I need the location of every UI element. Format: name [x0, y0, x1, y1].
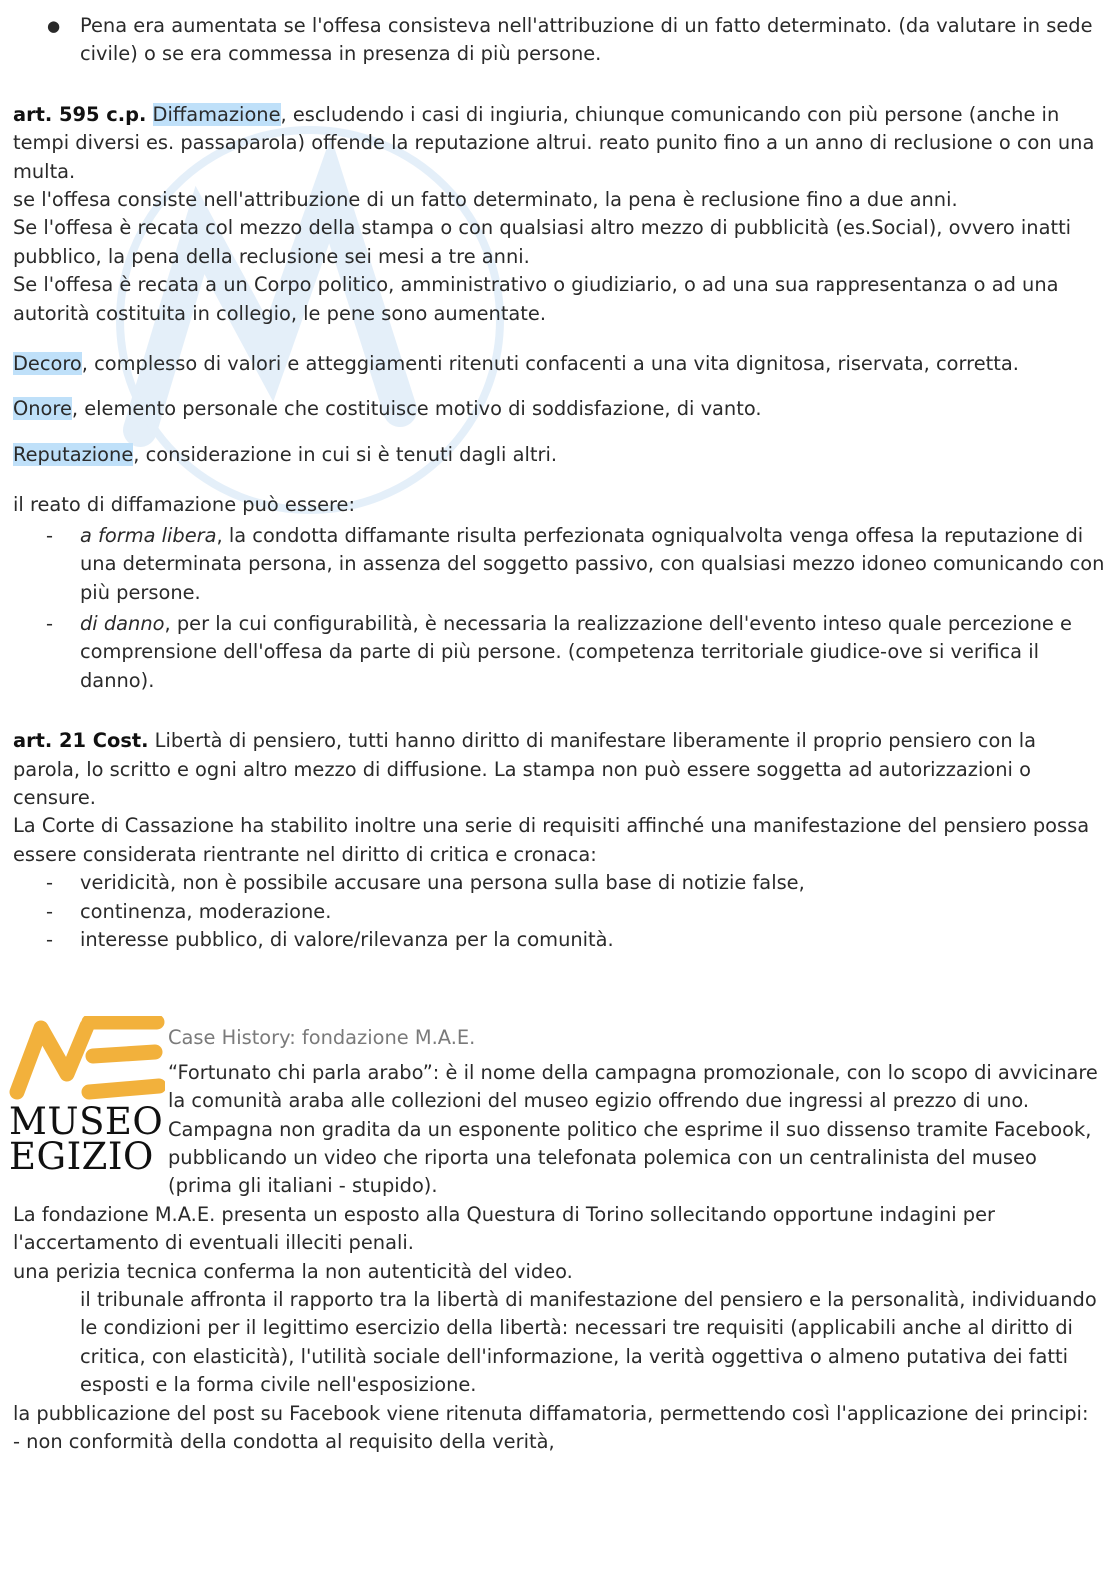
museo-egizio-wordmark — [9, 1100, 164, 1179]
list-item: - interesse pubblico, di valore/rilevanza per la comunità. — [46, 927, 614, 951]
highlighted-term: Diffamazione — [152, 102, 281, 126]
list-item-text: veridicità, non è possibile accusare una persona sulla base di notizie false, — [80, 871, 805, 895]
definition-text: , complesso di valori e atteggiamenti ritenuti confacenti a una vita dignitosa, riservata, corretta. — [81, 352, 1019, 376]
highlighted-term: Decoro — [13, 352, 82, 376]
definition-text: , elemento personale che costituisce motivo di soddisfazione, di vanto. — [71, 397, 762, 421]
paragraph-text: - non conformità della condotta al requisito della verità, — [13, 1430, 555, 1454]
requisiti-list — [13, 869, 1105, 954]
list-item-text: , la condotta diffamante risulta perfezionata ogniqualvolta venga offesa la reputazione di una determinata persona, in assenza del soggetto passivo, con qualsiasi mezzo idoneo comunicando con più persone. — [80, 523, 1105, 604]
art21-paragraph — [13, 727, 1105, 812]
list-item: - veridicità, non è possibile accusare una persona sulla base di notizie false, — [46, 871, 805, 895]
paragraph-text: Se l'offesa è recata a un Corpo politico, amministrativo o giudiziario, o ad una sua rappresentanza o ad una autorità costituita in collegio, le pene sono aumentate. — [13, 273, 1059, 325]
list-item: - continenza, moderazione. — [46, 899, 332, 923]
italic-term: a forma libera — [80, 523, 217, 547]
list-item: ● Pena era aumentata se l'offesa consisteva nell'attribuzione di un fatto determinato. (da valutare in sede civile) o se era commessa in presenza di più persone. — [13, 12, 1105, 69]
art595-paragraph — [13, 101, 1105, 186]
paragraph-text: La Corte di Cassazione ha stabilito inoltre una serie di requisiti affinché una manifestazione del pensiero possa essere considerata rientrante nel diritto di critica e cronaca: — [13, 814, 1090, 866]
me-logo-icon — [9, 1016, 165, 1100]
definition-text: , considerazione in cui si è tenuti dagli altri. — [133, 442, 557, 466]
logo-line: EGIZIO — [9, 1135, 154, 1179]
indented-paragraph: il tribunale affronta il rapporto tra la libertà di manifestazione del pensiero e la personalità, individuando le condizioni per il legittimo esercizio della libertà: necessari tre requisiti (applicabili anche al diritto di critica, con elasticità), l'utilità sociale dell'informazione, la verità oggettiva o almeno putativa dei fatti esposti e la forma civile nell'esposizione. — [80, 1288, 1097, 1397]
paragraph-text: Libertà di pensiero, tutti hanno diritto di manifestare liberamente il proprio pensiero con la parola, lo scritto e ogni altro mezzo di diffusione. La stampa non può essere soggetta ad autorizzazioni o censure. — [13, 729, 1037, 809]
article-ref: art. 21 Cost. — [13, 729, 149, 753]
top-bullet-list — [13, 12, 1105, 69]
paragraph-text: “Fortunato chi parla arabo”: è il nome della campagna promozionale, con lo scopo di avvicinare la comunità araba alle collezioni del museo egizio offrendo due ingressi al prezzo di uno. Campagna non gradita da un esponente politico che esprime il suo dissenso tramite Facebook, pubblicando un video che riporta una telefonata polemica con un centralinista del museo (prima gli italiani - stupido). — [168, 1060, 1098, 1198]
list-item-text: continenza, moderazione. — [80, 899, 332, 923]
case-title: Case History: fondazione M.A.E. — [168, 1026, 476, 1050]
paragraph-text: la pubblicazione del post su Facebook viene ritenuta diffamatoria, permettendo così l'applicazione dei principi: — [13, 1401, 1089, 1425]
reato-intro: il reato di diffamazione può essere: — [13, 493, 356, 517]
logo-line: MUSEO — [9, 1100, 164, 1144]
paragraph-text: , escludendo i casi di ingiuria, chiunque comunicando con più persone (anche in tempi diversi es. passaparola) offende la reputazione altrui. reato punito fino a un anno di reclusione o con una multa. — [13, 102, 1095, 183]
list-item: - a forma libera, la condotta diffamante risulta perfezionata ogniqualvolta venga offesa la reputazione di una determinata persona, in assenza del soggetto passivo, con qualsiasi mezzo idoneo comunicando con più persone. — [46, 523, 1105, 604]
highlighted-term: Reputazione — [13, 442, 134, 466]
paragraph-text: se l'offesa consiste nell'attribuzione di un fatto determinato, la pena è reclusione fino a due anni. — [13, 188, 958, 212]
definition-decoro — [13, 350, 1105, 378]
highlighted-term: Onore — [13, 397, 72, 421]
document-page — [9, 12, 1105, 1456]
paragraph-text: una perizia tecnica conferma la non autenticità del video. — [13, 1259, 573, 1283]
list-item: - di danno, per la cui configurabilità, è necessaria la realizzazione dell'evento inteso quale percezione e comprensione dell'offesa da parte di più persone. (competenza territoriale giudice-ove si verifica il danno). — [46, 611, 1072, 692]
paragraph-text: Se l'offesa è recata col mezzo della stampa o con qualsiasi altro mezzo di pubblicità (es.Social), ovvero inatti pubblico, la pena della reclusione sei mesi a tre anni. — [13, 216, 1072, 268]
museo-egizio-logo — [9, 1016, 164, 1179]
definition-onore — [13, 395, 1105, 423]
paragraph-text: La fondazione M.A.E. presenta un esposto alla Questura di Torino sollecitando opportune indagini per l'accertamento di eventuali illeciti penali. — [13, 1202, 996, 1255]
article-ref: art. 595 c.p. — [13, 102, 147, 126]
reato-list — [13, 522, 1105, 695]
list-item-text: , per la cui configurabilità, è necessaria la realizzazione dell'evento inteso quale percezione e comprensione dell'offesa da parte di più persone. (competenza territoriale giudice-ove si verifica il danno). — [80, 611, 1072, 692]
definition-reputazione — [13, 441, 1105, 469]
case-history — [9, 1024, 1105, 1456]
italic-term: di danno — [80, 611, 165, 635]
list-item-text: interesse pubblico, di valore/rilevanza per la comunità. — [80, 927, 614, 951]
